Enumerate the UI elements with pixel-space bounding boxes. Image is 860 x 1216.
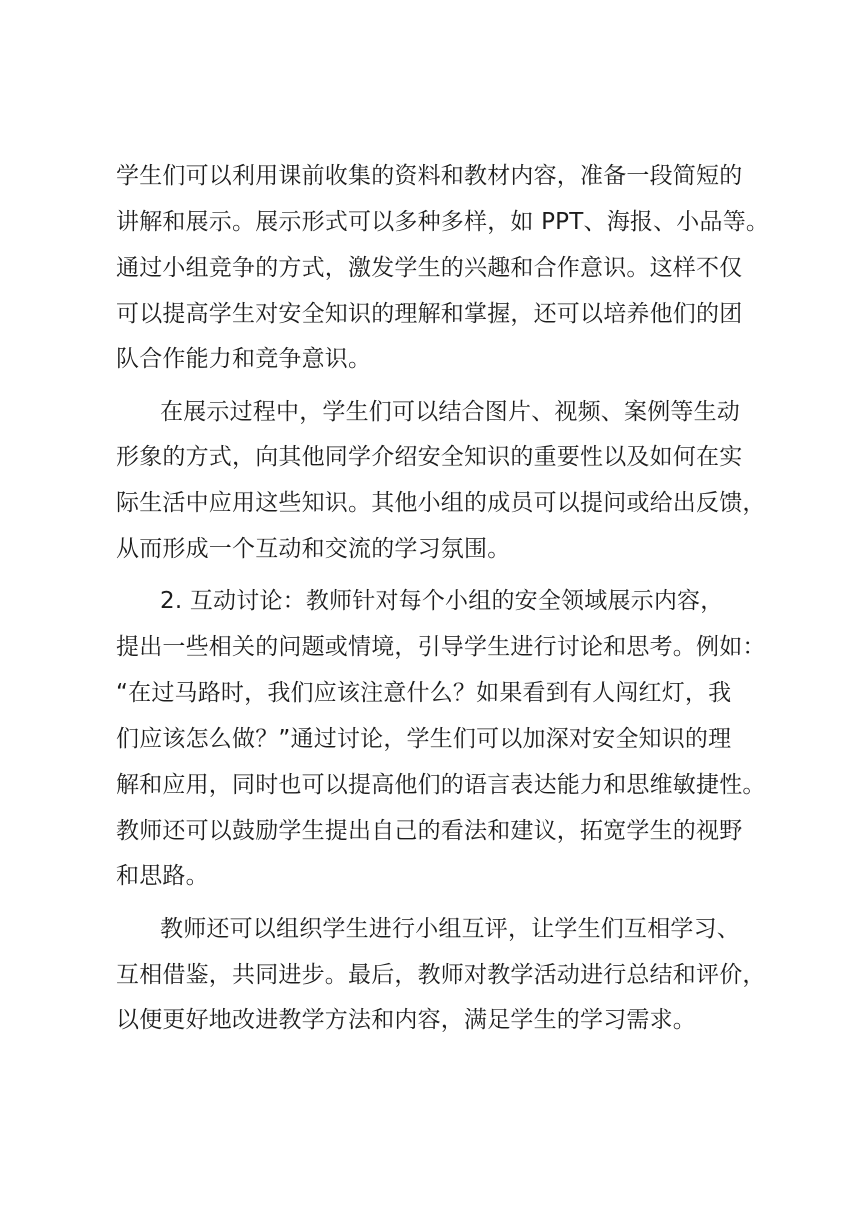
paragraph-first-line: 教师还可以组织学生进行小组互评，让学生们互相学习、 — [160, 916, 740, 942]
text-line: 学生们可以利用课前收集的资料和教材内容，准备一段简短的 — [116, 163, 743, 189]
text-line: 互相借鉴，共同进步。最后，教师对教学活动进行总结和评价， — [116, 962, 766, 988]
text-line: 以便更好地改进教学方法和内容，满足学生的学习需求。 — [116, 1007, 696, 1033]
text-line: 通过小组竞争的方式，激发学生的兴趣和合作意识。这样不仅 — [116, 255, 743, 281]
text-line: 们应该怎么做？”通过讨论，学生们可以加深对安全知识的理 — [116, 726, 732, 752]
text-line: “在过马路时，我们应该注意什么？如果看到有人闯红灯，我 — [116, 680, 732, 706]
text-line: 从而形成一个互动和交流的学习氛围。 — [116, 536, 511, 562]
paragraph-first-line: 在展示过程中，学生们可以结合图片、视频、案例等生动 — [160, 399, 740, 425]
text-line: 解和应用，同时也可以提高他们的语言表达能力和思维敏捷性。 — [116, 772, 766, 798]
numbered-item-first-line: 2. 互动讨论：教师针对每个小组的安全领域展示内容， — [160, 588, 724, 614]
text-line: 可以提高学生对安全知识的理解和掌握，还可以培养他们的团 — [116, 301, 743, 327]
text-line: 际生活中应用这些知识。其他小组的成员可以提问或给出反馈， — [116, 490, 766, 516]
text-line: 教师还可以鼓励学生提出自己的看法和建议，拓宽学生的视野 — [116, 818, 743, 844]
text-line: 提出一些相关的问题或情境，引导学生进行讨论和思考。例如： — [116, 634, 766, 660]
text-line: 队合作能力和竞争意识。 — [116, 346, 372, 372]
text-line: 和思路。 — [116, 863, 209, 889]
text-line: 形象的方式，向其他同学介绍安全知识的重要性以及如何在实 — [116, 444, 743, 470]
text-line: 讲解和展示。展示形式可以多种多样，如 PPT、海报、小品等。 — [116, 209, 770, 235]
